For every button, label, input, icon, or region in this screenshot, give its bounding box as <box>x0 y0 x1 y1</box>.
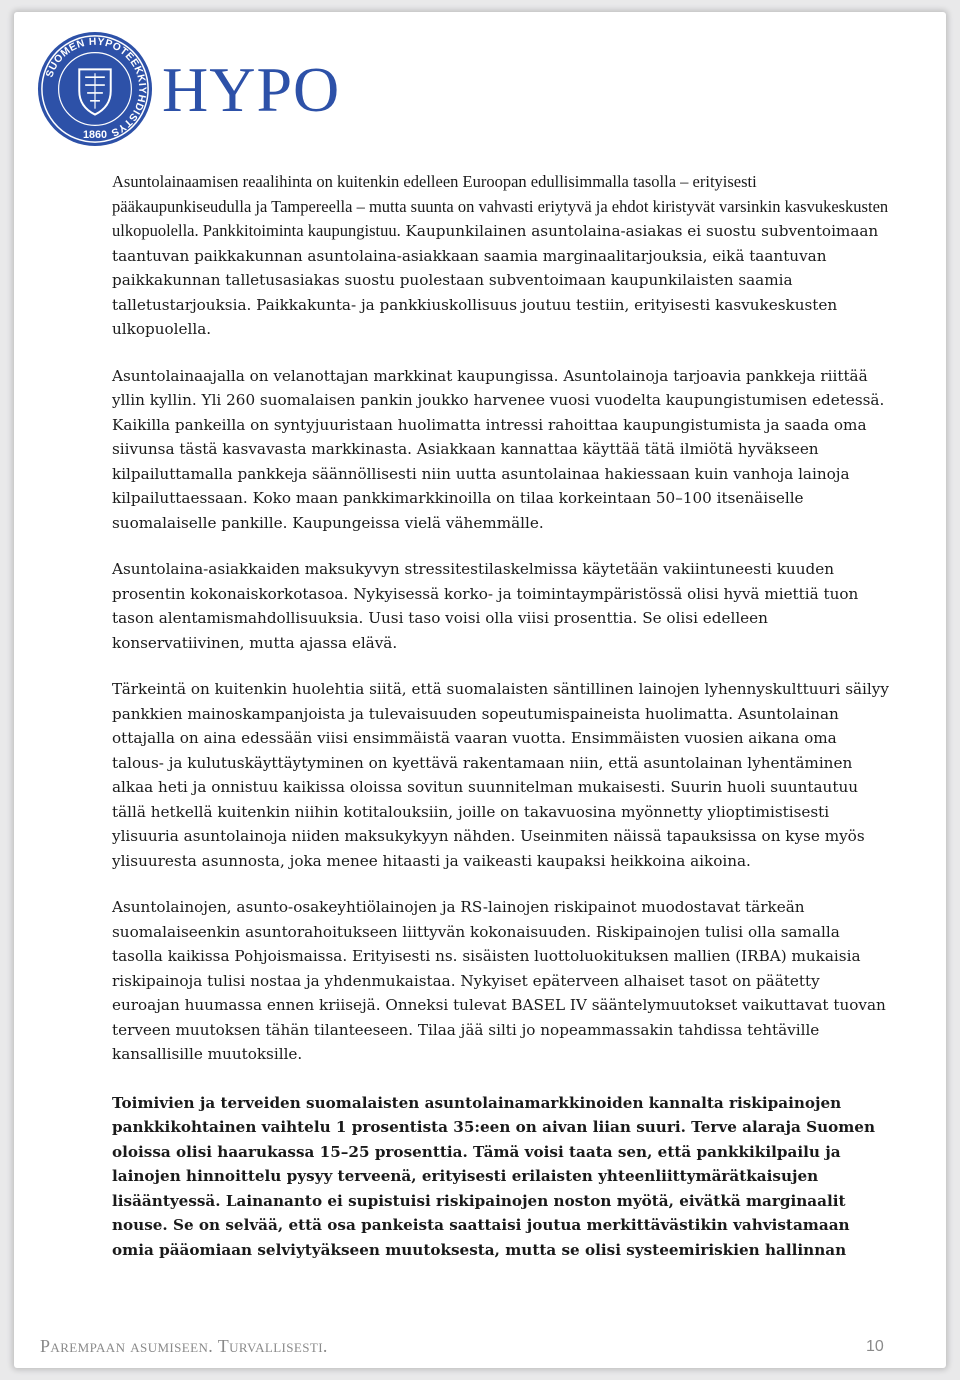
paragraph-6-bold: Toimivien ja terveiden suomalaisten asuntolainamarkkinoiden kannalta riskipainojen pankkikohtainen vaihtelu 1 prosentista 35:een on aivan liian suuri. Terve alaraja Suomen oloissa olisi haarukassa 15–25 prosenttia. Tämä voisi taata sen, että pankkikilpailu ja lainojen hinnoittelu pysyy terveenä, erityisesti erilaisten yhteenliittymärätkaisujen lisääntyessä. Lainananto ei supistuisi riskipainojen noston myötä, eivätkä marginaalit nouse. Se on selvää, että osa pankeista saattaisi joutua merkittävästikin vahvistamaan omia pääomiaan selviytyäkseen muutoksesta, mutta se olisi systeemiriskien hallinnan <box>112 1093 876 1259</box>
seal-emblem-icon <box>36 30 154 148</box>
paragraph-4: Tärkeintä on kuitenkin huolehtia siitä, että suomalaisten säntillinen lainojen lyhennyskulttuuri säilyy pankkien mainoskampanjoista ja tulevaisuuden sopeutumispaineista huolimatta. Asuntolainan ottajalla on aina edessään viisi ensimmäistä vaaran vuotta. Ensimmäisten vuosien aikana oma talous- ja kulutuskäyttäytyminen on kyettävä rakentamaan niin, että asuntolainan lyhentäminen alkaa heti ja onnistuu kaikissa oloissa sovitun suunnitelman mukaisesti. Suurin huoli suuntautuu tällä hetkellä kuitenkin niihin kotitalouksiin, joille on takavuosina myönnetty ylioptimistisesti ylisuuria asuntolainoja niiden maksukykyyn nähden. Useinmiten näissä tapauksissa on kyse myös ylisuuresta asunnosta, joka menee hitaasti ja vaikeasti kaupaksi heikkoina aikoina. <box>112 680 889 870</box>
document-page <box>14 12 946 1368</box>
seal-ring-text: SUOMEN HYPOTEEKKIYHDISTYS <box>44 36 148 138</box>
article-body <box>112 170 892 1284</box>
page-number: 10 <box>866 1338 884 1355</box>
brand-name: HYPO <box>162 54 341 125</box>
seal-year: 1860 <box>82 129 108 142</box>
paragraph-2: Asuntolainaajalla on velanottajan markkinat kaupungissa. Asuntolainoja tarjoavia pankkeja riittää yllin kyllin. Yli 260 suomalaisen pankin joukko harvenee vuosi vuodelta kaupungistumisen edetessä. Kaikilla pankeilla on syntyjuuristaan huolimatta intressi rahoittaa kaupungistumista ja saada oma siivunsa tästä kasvavasta markkinasta. Asiakkaan kannattaa käyttää tätä ilmiötä hyväkseen kilpailuttamalla pankkeja säännöllisesti niin uutta asuntolainaa hakiessaan kuin vanhoja lainoja kilpailuttaessaan. Koko maan pankkimarkkinoilla on tilaa korkeintaan 50–100 itsenäiselle suomalaiselle pankille. Kaupungeissa vielä vähemmälle. <box>112 366 885 532</box>
paragraph-5: Asuntolainojen, asunto-osakeyhtiölainojen ja RS-lainojen riskipainot muodostavat tärkeän suomalaiseenkin asuntorahoitukseen liittyvän kokonaisuuden. Riskipainojen tulisi olla samalla tasolla kaikissa Pohjoismaissa. Erityisesti ns. sisäisten luottoluokituksen mallien (IRBA) mukaisia riskipainoja tulisi nostaa ja yhdenmukaistaa. Nykyiset epäterveen alhaiset tasot on päätetty euroajan huumassa ennen kriisejä. Onneksi tulevat BASEL IV sääntelymuutokset vaikuttavat tuovan terveen muutoksen tähän tilanteeseen. Tilaa jää silti jo nopeammassakin tahdissa tehtäville kansallisille muutoksille. <box>112 898 886 1063</box>
footer-slogan: Parempaan asumiseen. Turvallisesti. <box>40 1336 328 1356</box>
paragraph-1-rest: Kaupunkilainen asuntolaina-asiakas ei suostu subventoimaan taantuvan paikkakunnan asuntolaina-asiakkaan saamia marginaalitarjouksia, eikä taantuvan paikkakunnan talletusasiakas suostu puolestaan subventoimaan kaupunkilaisten saamia talletustarjouksia. Paikkakunta- ja pankkiuskollisuus joutuu testiin, erityisesti kasvukeskusten ulkopuolella. <box>112 222 879 338</box>
paragraph-3: Asuntolaina-asiakkaiden maksukyvyn stressitestilaskelmissa käytetään vakiintuneesti kuuden prosentin kokonaiskorkotasoa. Nykyisessä korko- ja toimintaympäristössä olisi hyvä miettiä tuon tason alentamismahdollisuuksia. Uusi taso voisi olla viisi prosenttia. Se olisi edelleen konservatiivinen, mutta ajassa elävä. <box>112 560 859 652</box>
paragraph-1 <box>112 170 892 342</box>
hypo-logo <box>36 30 340 148</box>
paragraph-1-lead: Asuntolainaamisen reaalihinta on kuitenkin edelleen Euroopan edullisimmalla tasolla – erityisesti pääkaupunkiseudulla ja Tampereella – mutta suunta on vahvasti eriytyvä ja ehdot kiristyvät varsinkin kasvukeskusten ulkopuolella. Pankkitoiminta kaupungistuu. <box>112 172 889 240</box>
